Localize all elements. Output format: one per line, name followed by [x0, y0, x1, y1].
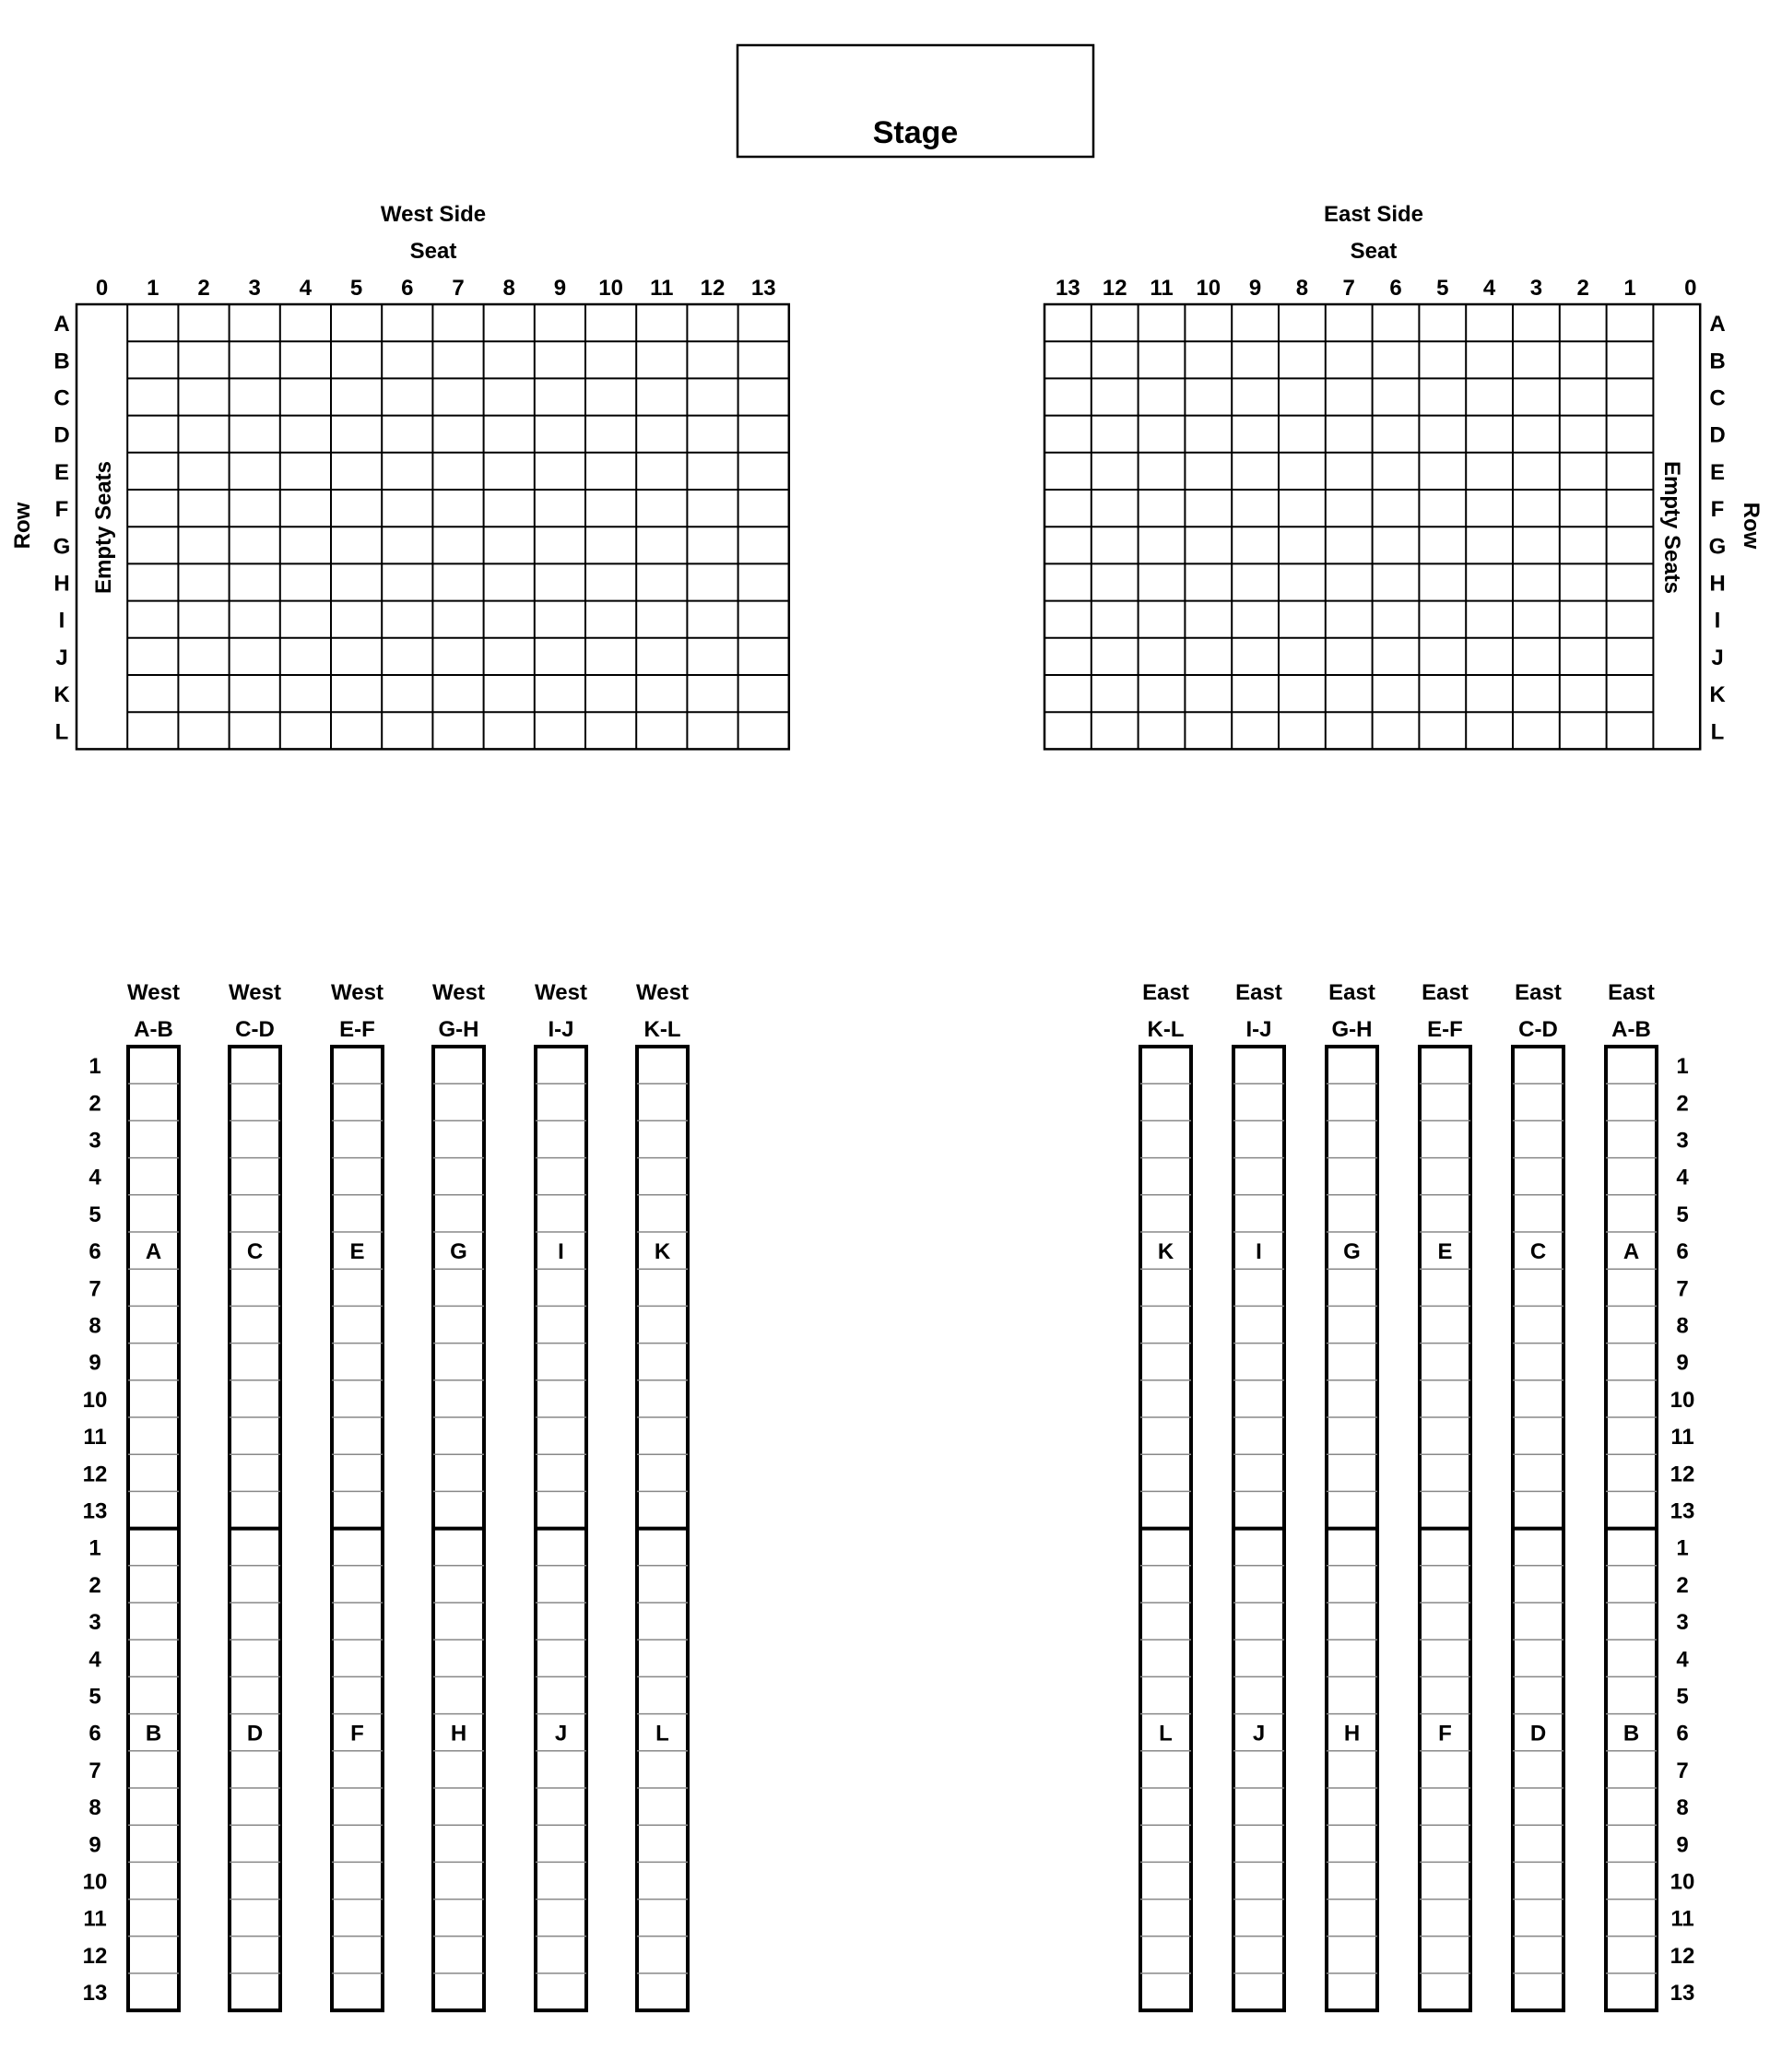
west-strip-seat-number: 5	[88, 1684, 101, 1710]
east-seat-number: 10	[1196, 276, 1221, 301]
east-strip-seat-number: 5	[1676, 1684, 1689, 1710]
east-seat-number: 9	[1248, 276, 1262, 301]
west-seat-number: 8	[502, 276, 515, 301]
east-strip-lower-row-letter: D	[1529, 1721, 1547, 1746]
west-strip-upper-row-letter: K	[654, 1239, 671, 1265]
west-strip-seat-number: 9	[88, 1350, 101, 1376]
east-strip-lower-row-letter: F	[1438, 1721, 1452, 1746]
east-seat-number: 11	[1150, 276, 1174, 301]
east-strip-seat-number: 5	[1676, 1202, 1689, 1227]
west-seat-number: 2	[197, 276, 210, 301]
west-row-letter: G	[53, 534, 71, 560]
east-strip-seat-number: 12	[1670, 1462, 1695, 1487]
west-strip-lower-row-letter: L	[655, 1721, 669, 1746]
west-seat-number: 9	[553, 276, 567, 301]
west-seat-label: Seat	[409, 239, 457, 264]
east-strip-seat-number: 8	[1676, 1313, 1689, 1339]
east-strip-seat-number: 3	[1676, 1128, 1689, 1154]
west-seat-number: 13	[750, 276, 776, 301]
east-strip-range-label: I-J	[1245, 1017, 1272, 1042]
west-strip-seat-number: 8	[88, 1795, 101, 1821]
west-strip-upper-row-letter: A	[145, 1239, 162, 1265]
west-strip-seat-number: 11	[83, 1906, 107, 1932]
east-empty-seats-label: Empty Seats	[1659, 460, 1684, 595]
west-strip-seat-number: 2	[88, 1572, 101, 1598]
east-strip-upper-row-letter: C	[1529, 1239, 1547, 1265]
west-row-letter: J	[55, 645, 68, 670]
west-row-axis-label: Row	[10, 502, 35, 550]
west-row-letter: C	[53, 385, 70, 411]
west-seat-number: 10	[598, 276, 623, 301]
west-side-title: West Side	[380, 202, 487, 227]
east-strip-seat-number: 13	[1670, 1498, 1695, 1524]
west-strip-range-label: C-D	[235, 1017, 275, 1042]
east-row-letter: D	[1709, 422, 1726, 448]
east-seat-number: 4	[1482, 276, 1496, 301]
east-strip-upper-row-letter: E	[1437, 1239, 1453, 1265]
east-strip-seat-number: 10	[1670, 1387, 1695, 1413]
west-strip-seat-number: 13	[82, 1498, 108, 1524]
west-row-letter: L	[54, 719, 69, 745]
west-strip-seat-number: 12	[82, 1943, 108, 1969]
east-strip-seat-number: 11	[1670, 1906, 1694, 1932]
east-strip-seat-number: 9	[1676, 1832, 1689, 1858]
east-strip-side-label: East	[1235, 980, 1282, 1005]
west-strip-side-label: West	[636, 980, 689, 1005]
east-strip-range-label: C-D	[1518, 1017, 1558, 1042]
west-empty-seats-label: Empty Seats	[91, 460, 116, 595]
west-strip-lower-row-letter: J	[554, 1721, 568, 1746]
west-strip-range-label: K-L	[643, 1017, 681, 1042]
east-strip-lower-row-letter: B	[1622, 1721, 1640, 1746]
east-strip-seat-number: 13	[1670, 1981, 1695, 2007]
east-strip-seat-number: 1	[1676, 1535, 1689, 1561]
east-strip-range-label: G-H	[1331, 1017, 1373, 1042]
east-strip-upper-row-letter: A	[1622, 1239, 1640, 1265]
west-strip-range-label: G-H	[438, 1017, 479, 1042]
stage-label: Stage	[872, 115, 959, 150]
west-seat-number: 7	[452, 276, 465, 301]
west-seat-number: 5	[349, 276, 363, 301]
east-strip-seat-number: 7	[1676, 1758, 1689, 1783]
west-strip-seat-number: 10	[82, 1387, 108, 1413]
west-strip-seat-number: 6	[88, 1239, 101, 1265]
east-strip-side-label: East	[1608, 980, 1655, 1005]
east-strip-lower-row-letter: J	[1252, 1721, 1266, 1746]
west-row-letter: I	[58, 608, 65, 633]
east-strip-seat-number: 4	[1676, 1647, 1689, 1673]
west-strip-seat-number: 2	[88, 1091, 101, 1117]
west-seat-number: 12	[700, 276, 726, 301]
east-side-title: East Side	[1323, 202, 1424, 227]
west-strip-side-label: West	[229, 980, 281, 1005]
west-row-letter: A	[53, 312, 70, 337]
east-seat-number: 1	[1623, 276, 1636, 301]
west-seat-number: 1	[147, 276, 159, 301]
west-strip-seat-number: 8	[88, 1313, 101, 1339]
east-strip-seat-number: 2	[1676, 1091, 1689, 1117]
west-row-letter: F	[54, 497, 69, 523]
west-strip-side-label: West	[331, 980, 384, 1005]
east-strip-side-label: East	[1515, 980, 1562, 1005]
west-strip-range-label: A-B	[134, 1017, 173, 1042]
west-seat-number: 11	[650, 276, 674, 301]
west-seat-number: 6	[401, 276, 414, 301]
east-strip-upper-row-letter: G	[1343, 1239, 1361, 1265]
east-strip-range-label: E-F	[1427, 1017, 1463, 1042]
west-strip-seat-number: 3	[88, 1128, 101, 1154]
east-seat-number: 2	[1576, 276, 1589, 301]
east-row-letter: G	[1708, 534, 1727, 560]
west-seat-number: 0	[95, 276, 109, 301]
west-row-letter: E	[53, 459, 70, 485]
east-row-letter: E	[1709, 459, 1726, 485]
west-strip-upper-row-letter: I	[558, 1239, 564, 1265]
east-strip-upper-row-letter: I	[1256, 1239, 1262, 1265]
west-strip-range-label: I-J	[548, 1017, 574, 1042]
west-strip-seat-number: 11	[83, 1425, 107, 1450]
east-strip-upper-row-letter: K	[1157, 1239, 1174, 1265]
west-row-letter: K	[53, 682, 70, 708]
west-strip-upper-row-letter: C	[246, 1239, 264, 1265]
east-seat-number: 7	[1342, 276, 1355, 301]
west-strip-side-label: West	[535, 980, 587, 1005]
east-strip-seat-number: 8	[1676, 1795, 1689, 1821]
west-strip-upper-row-letter: E	[349, 1239, 365, 1265]
east-strip-seat-number: 4	[1676, 1165, 1689, 1190]
east-row-letter: H	[1709, 571, 1726, 597]
east-strip-side-label: East	[1142, 980, 1189, 1005]
east-strip-seat-number: 11	[1670, 1425, 1694, 1450]
east-strip-side-label: East	[1328, 980, 1375, 1005]
east-strip-seat-number: 3	[1676, 1610, 1689, 1636]
west-strip-side-label: West	[127, 980, 180, 1005]
east-seat-number: 5	[1436, 276, 1449, 301]
east-strip-lower-row-letter: L	[1159, 1721, 1173, 1746]
west-strip-range-label: E-F	[339, 1017, 375, 1042]
west-seat-number: 3	[248, 276, 261, 301]
west-strip-seat-number: 5	[88, 1202, 101, 1227]
west-strip-side-label: West	[432, 980, 485, 1005]
west-strip-upper-row-letter: G	[450, 1239, 467, 1265]
west-strip-seat-number: 4	[88, 1647, 101, 1673]
east-row-letter: I	[1714, 608, 1721, 633]
west-seat-number: 4	[299, 276, 313, 301]
west-strip-lower-row-letter: D	[246, 1721, 264, 1746]
east-seat-number: 8	[1295, 276, 1309, 301]
west-strip-seat-number: 10	[82, 1869, 108, 1895]
west-strip-seat-number: 6	[88, 1721, 101, 1746]
east-strip-seat-number: 9	[1676, 1350, 1689, 1376]
east-row-letter: B	[1709, 349, 1726, 374]
east-row-letter: C	[1709, 385, 1726, 411]
west-strip-lower-row-letter: B	[145, 1721, 162, 1746]
west-row-letter: H	[53, 571, 70, 597]
east-strip-range-label: K-L	[1147, 1017, 1185, 1042]
east-row-letter: K	[1709, 682, 1726, 708]
east-seat-label: Seat	[1350, 239, 1398, 264]
east-row-letter: A	[1709, 312, 1726, 337]
west-strip-seat-number: 1	[88, 1535, 101, 1561]
west-strip-lower-row-letter: F	[350, 1721, 364, 1746]
east-row-axis-label: Row	[1739, 502, 1764, 550]
west-row-letter: D	[53, 422, 70, 448]
east-seat-number: 12	[1102, 276, 1127, 301]
east-strip-seat-number: 10	[1670, 1869, 1695, 1895]
west-row-letter: B	[53, 349, 70, 374]
west-strip-seat-number: 4	[88, 1165, 101, 1190]
east-seat-number: 13	[1056, 276, 1080, 301]
generated-layout	[53, 276, 1727, 2010]
east-row-letter: F	[1710, 497, 1725, 523]
west-strip-seat-number: 1	[88, 1054, 101, 1080]
east-strip-side-label: East	[1422, 980, 1469, 1005]
east-strip-seat-number: 2	[1676, 1572, 1689, 1598]
east-row-letter: J	[1711, 645, 1724, 670]
east-strip-seat-number: 7	[1676, 1276, 1689, 1302]
west-strip-seat-number: 13	[82, 1981, 108, 2007]
east-row-letter: L	[1710, 719, 1725, 745]
west-strip-seat-number: 3	[88, 1610, 101, 1636]
east-seat-number: 6	[1389, 276, 1402, 301]
east-strip-seat-number: 6	[1676, 1239, 1689, 1265]
east-seat-number: 0	[1684, 276, 1697, 301]
west-strip-seat-number: 7	[88, 1276, 101, 1302]
east-strip-lower-row-letter: H	[1343, 1721, 1361, 1746]
east-strip-seat-number: 6	[1676, 1721, 1689, 1746]
west-strip-seat-number: 12	[82, 1462, 108, 1487]
east-strip-seat-number: 12	[1670, 1943, 1695, 1969]
west-strip-lower-row-letter: H	[450, 1721, 467, 1746]
east-strip-seat-number: 1	[1676, 1054, 1689, 1080]
east-seat-number: 3	[1529, 276, 1543, 301]
east-strip-range-label: A-B	[1611, 1017, 1651, 1042]
west-strip-seat-number: 9	[88, 1832, 101, 1858]
west-strip-seat-number: 7	[88, 1758, 101, 1783]
